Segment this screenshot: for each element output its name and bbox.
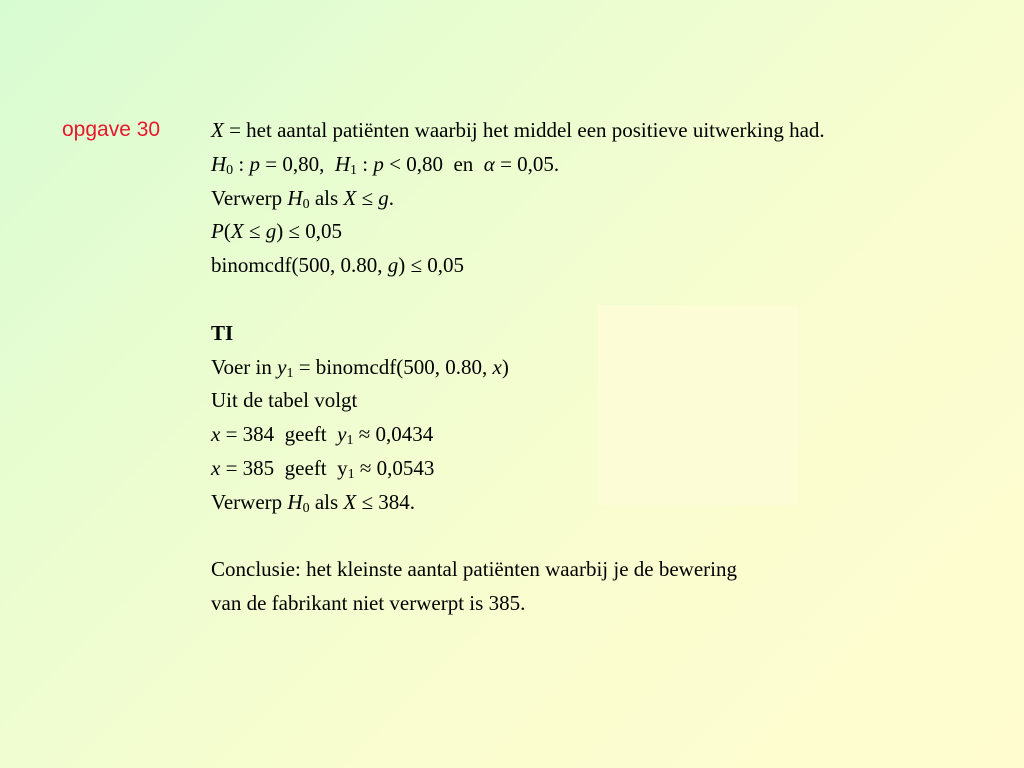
- line-definition: X = het aantal patiënten waarbij het middel een positieve uitwerking had.: [211, 118, 825, 142]
- line-conclusion-1: Conclusie: het kleinste aantal patiënten waarbij je de bewering: [211, 557, 737, 582]
- line-conclusion-2: van de fabrikant niet verwerpt is 385.: [211, 591, 526, 616]
- line-x-385: x = 385 geeft $y_1 \approx 0,0543$: [211, 455, 435, 482]
- solution-text: [211, 114, 1001, 621]
- line-ti-heading: TI: [211, 320, 234, 345]
- line-table-follows: Uit de tabel volgt: [211, 388, 358, 413]
- exercise-label: opgave 30: [62, 118, 161, 141]
- line-reject-384: Verwerp $H_0$ als X ≤ 384.: [211, 489, 415, 516]
- line-enter-function: Voer in $y_1$ = binomcdf(500, 0.80, x): [211, 354, 509, 381]
- blank-line: [211, 520, 1001, 554]
- line-binomcdf: binomcdf(500, 0.80, g) ≤ 0,05: [211, 253, 465, 278]
- line-hypotheses: $H_0$ : p = 0,80, $H_1$ : p < 0,80 en α = 0,05.: [211, 151, 560, 178]
- line-reject-rule: Verwerp $H_0$ als X ≤ g.: [211, 185, 394, 212]
- blank-line: [211, 283, 1001, 317]
- line-x-384: x = 384 geeft $y_1 \approx 0,0434$: [211, 422, 434, 449]
- line-probability: P(X ≤ g) ≤ 0,05: [211, 219, 342, 244]
